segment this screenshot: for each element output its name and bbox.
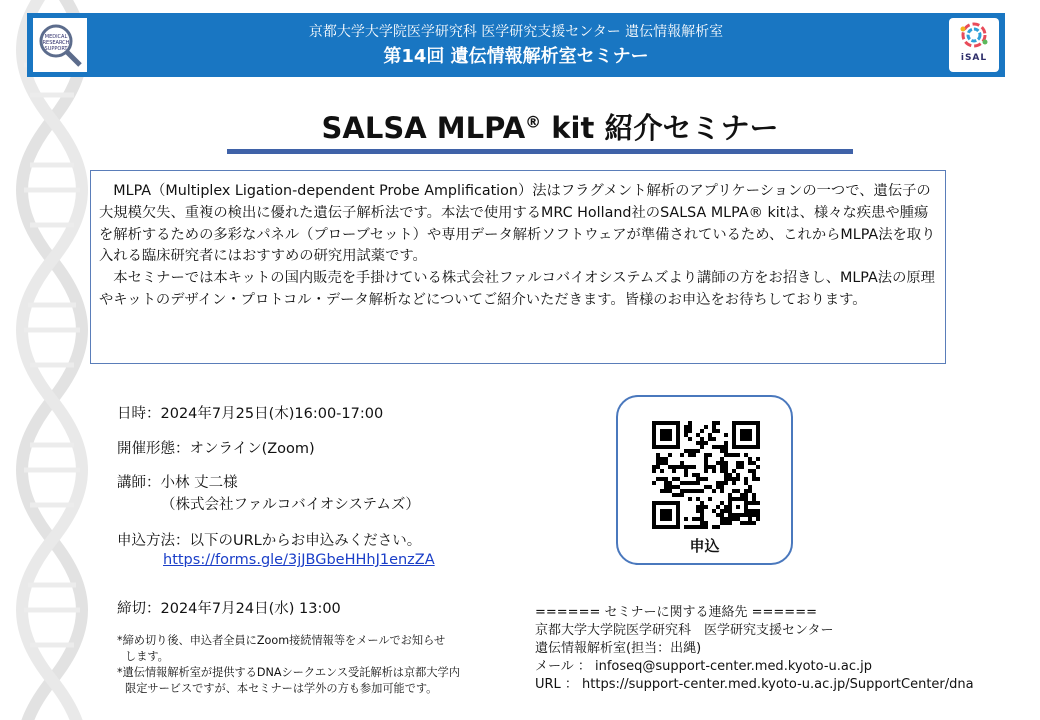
contact-heading: ====== セミナーに関する連絡先 ====== <box>535 605 817 620</box>
title-suffix: kit 紹介セミナー <box>541 111 779 145</box>
isal-logo-text: iSAL <box>960 53 988 63</box>
contact-info <box>535 604 974 694</box>
notes <box>117 633 460 697</box>
qr-label: 申込 <box>689 537 720 555</box>
registered-mark: ® <box>525 112 542 132</box>
svg-text:MEDICAL: MEDICAL <box>44 34 68 40</box>
title-underline <box>227 149 853 154</box>
lecturer-name: 講師：小林 丈二様 <box>117 475 238 491</box>
apply-method: 申込方法：以下のURLからお申込みください。 <box>117 533 422 549</box>
event-format: 開催形態：オンライン(Zoom) <box>117 441 315 457</box>
contact-mail[interactable]: メール ： infoseq@support-center.med.kyoto-u.ac.jp <box>535 659 872 674</box>
event-date: 日時：2024年7月25日(木)16:00-17:00 <box>117 406 384 422</box>
header-subtitle: 京都大学大学院医学研究科 医学研究支援センター 遺伝情報解析室 <box>308 24 724 40</box>
lecturer <box>117 472 420 516</box>
lecturer-affiliation: （株式会社ファルコバイオシステムズ） <box>161 497 420 513</box>
qr-code-icon[interactable] <box>652 421 760 529</box>
registration-url-link[interactable]: https://forms.gle/3jJBGbeHHhJ1enzZA <box>163 552 435 568</box>
svg-text:RESEARCH: RESEARCH <box>42 40 70 46</box>
svg-text:SUPPORT: SUPPORT <box>44 46 68 52</box>
contact-org: 京都大学大学院医学研究科 医学研究支援センター <box>535 623 834 638</box>
intro-paragraph-2: 本セミナーでは本キットの国内販売を手掛けている株式会社ファルコバイオシステムズより講師の方をお招きし、MLPA法の原理やキットのデザイン・プロトコル・データ解析などについてご紹介いただきます。皆様のお申込をお待ちしております。 <box>99 270 935 308</box>
qr-code-card[interactable] <box>616 395 793 565</box>
isal-logo <box>949 18 999 72</box>
note-1-line-1: *締め切り後、申込者全員にZoom接続情報等をメールでお知らせ <box>117 634 446 647</box>
contact-dept: 遺伝情報解析室(担当：出縄) <box>535 641 702 656</box>
contact-url[interactable]: URL ： https://support-center.med.kyoto-u.ac.jp/SupportCenter/dna <box>535 677 974 692</box>
header-banner <box>27 13 1005 77</box>
page-title <box>110 106 990 147</box>
note-2-line-1: *遺伝情報解析室が提供するDNAシークエンス受託解析は京都大学内 <box>117 666 460 679</box>
registration-deadline: 締切：2024年7月24日(水) 13:00 <box>117 601 341 617</box>
dna-helix-decoration <box>0 0 95 720</box>
note-1-line-2: します。 <box>125 650 169 663</box>
seminar-series-title: 第14回 遺伝情報解析室セミナー <box>383 46 649 67</box>
intro-paragraph-1: MLPA（Multiplex Ligation-dependent Probe Amplification）法はフラグメント解析のアプリケーションの一つで、遺伝子の大規模欠失、重複の検出に優れた遺伝子解析法です。本法で使用するMRC Holland社のSALSA MLPA® kitは、様々な疾患や腫瘍を解析するための多彩なパネル（プローブセット）や専用データ解析ソフトウェアが準備されているため、これからMLPA法を取り入れる臨床研究者にはおすすめの研究用試薬です。 <box>99 183 936 265</box>
note-2-line-2: 限定サービスですが、本セミナーは学外の方も参加可能です。 <box>125 682 438 695</box>
title-product-name: SALSA MLPA <box>321 111 526 145</box>
intro-box <box>90 170 946 364</box>
